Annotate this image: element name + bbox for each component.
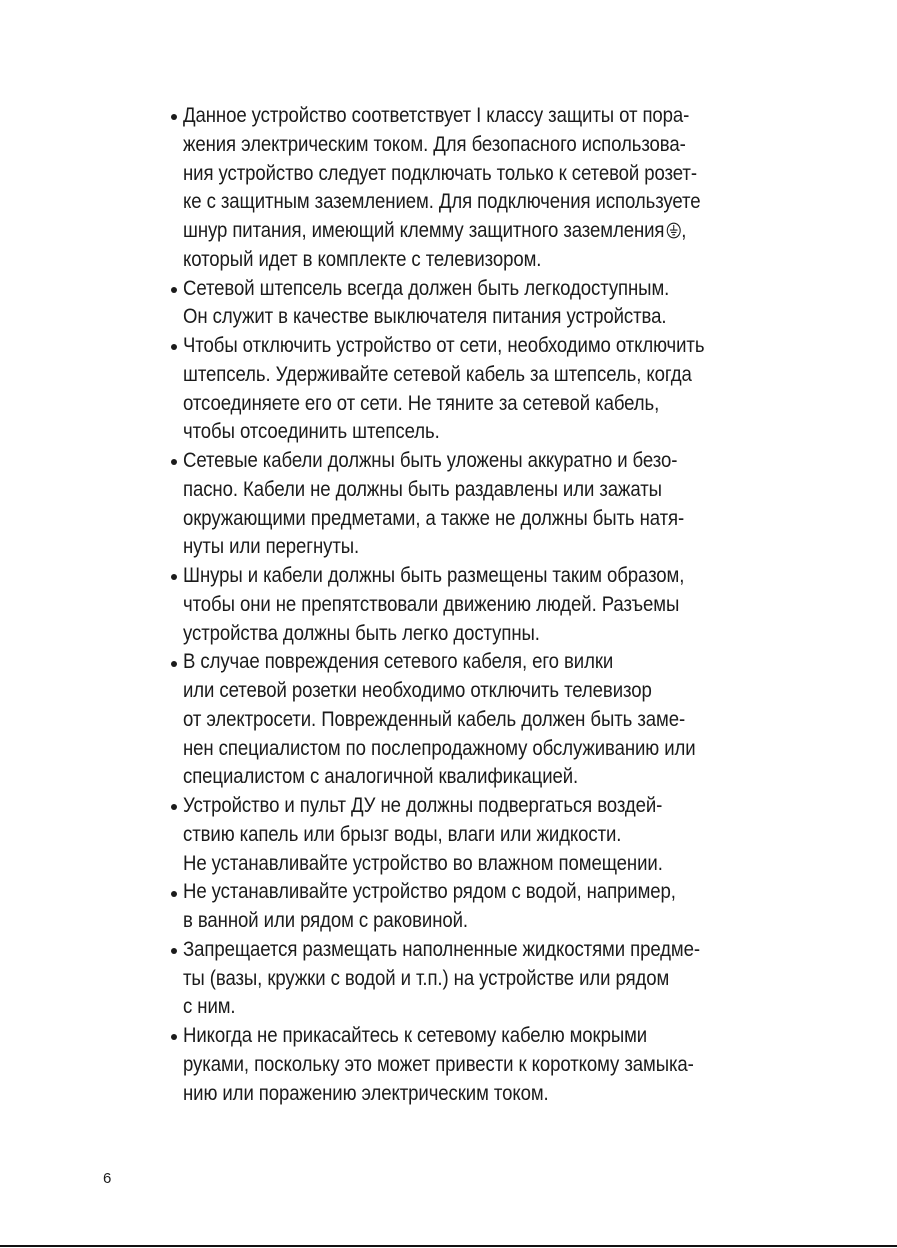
text-line: штепсель. Удерживайте сетевой кабель за штепсель, когда [183,362,692,386]
text-line: Никогда не прикасайтесь к сетевому кабелю мокрыми [183,1024,648,1047]
text-line: ствию капель или брызг воды, влаги или жидкости. [183,822,622,846]
list-item [170,936,810,1022]
list-item [170,878,810,936]
list-item [170,1022,810,1108]
text-line: Запрещается размещать наполненные жидкостями предме- [183,937,700,961]
text-line: ты (вазы, кружки с водой и т.п.) на устройстве или рядом [183,966,670,990]
text-line: чтобы они не препятствовали движению людей. Разъемы [183,592,680,616]
text-line: чтобы отсоединить штепсель. [183,420,440,444]
text-line: Сетевой штепсель всегда должен быть легкодоступным. [183,276,670,300]
list-item [170,102,810,275]
list-item [170,562,810,648]
text-line: Не устанавливайте устройство рядом с водой, например, [183,880,676,904]
text-line-with-icon [171,217,737,246]
text-line: Сетевые кабели должны быть уложены аккуратно и безо- [183,449,678,472]
text-line: В случае повреждения сетевого кабеля, его вилки [183,650,614,674]
text-line: Он служит в качестве выключателя питания устройства. [183,305,667,329]
text-line: нуты или перегнуты. [183,535,360,559]
text-line: устройства должны быть легко доступны. [183,621,540,645]
text-line: ния устройство следует подключать только к сетевой розет- [183,161,697,185]
text-line: Шнуры и кабели должны быть размещены таким образом, [183,564,685,587]
text-line: специалистом с аналогичной квалификацией. [183,765,579,789]
punctuation: , [681,219,687,242]
text-line: нию или поражению электрическим током. [183,1081,549,1105]
text-line: пасно. Кабели не должны быть раздавлены или зажаты [183,477,662,501]
safety-bullet-list [170,102,810,1108]
text-line: с ним. [183,995,236,1019]
text-line: в ванной или рядом с раковиной. [183,909,468,932]
text-line: жения электрическим током. Для безопасного использова- [183,132,686,156]
text-line: Данное устройство соответствует I классу защиты от пора- [183,104,690,127]
list-item [170,275,810,333]
text-line: который идет в комплекте с телевизором. [183,247,542,271]
text-line: ке с защитным заземлением. Для подключения используете [183,190,701,214]
list-item [170,792,810,878]
bottom-border-line [0,1245,897,1247]
text-line: от электросети. Поврежденный кабель должен быть заме- [183,707,686,731]
protective-earth-icon [666,222,681,239]
text-line: Устройство и пульт ДУ не должны подвергаться воздей- [183,794,663,817]
text-line: нен специалистом по послепродажному обслуживанию или [183,736,696,760]
text-line: руками, поскольку это может привести к короткому замыка- [183,1052,694,1076]
text-line: отсоединяете его от сети. Не тяните за сетевой кабель, [183,391,660,415]
text-line: или сетевой розетки необходимо отключить телевизор [183,679,652,702]
text-line: Чтобы отключить устройство от сети, необходимо отключить [183,334,705,357]
list-item [170,447,810,562]
text-line: Не устанавливайте устройство во влажном помещении. [183,851,663,875]
page-number: 6 [103,1170,112,1187]
text-segment: шнур питания, имеющий клемму защитного заземления [183,219,665,242]
text-line: окружающими предметами, а также не должны быть натя- [183,506,685,530]
list-item [170,648,810,792]
list-item [170,332,810,447]
